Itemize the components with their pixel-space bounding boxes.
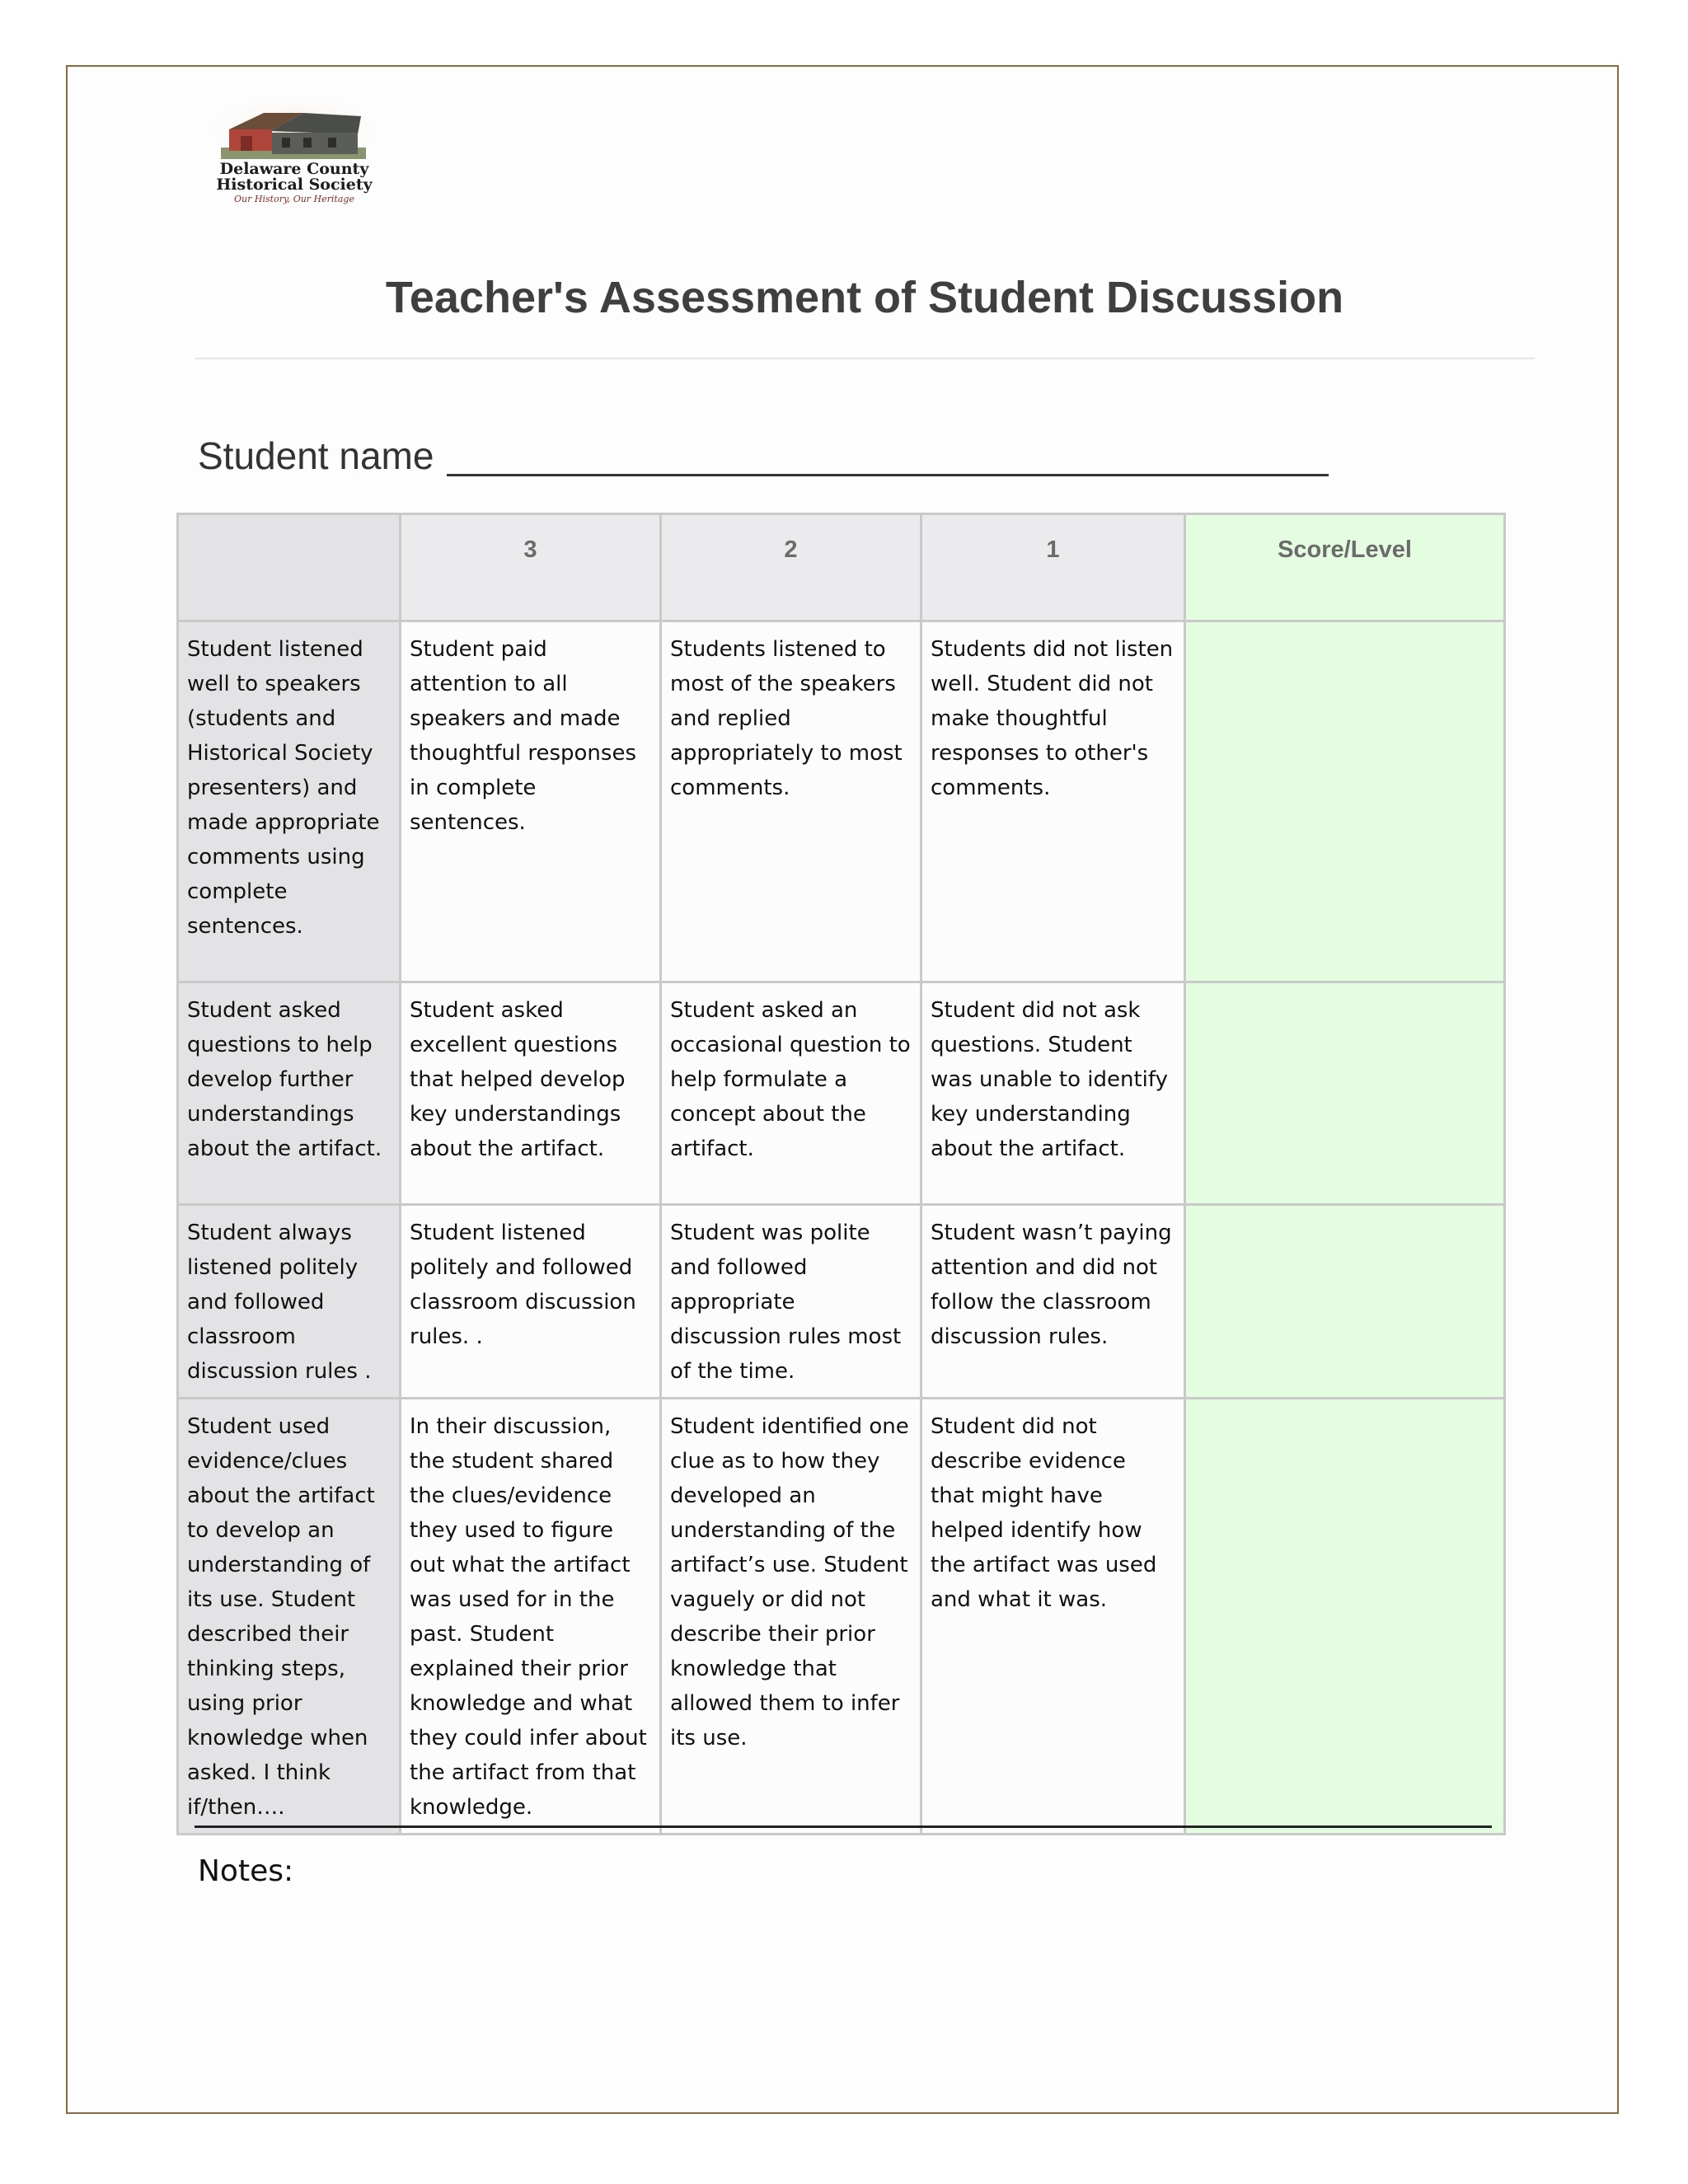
header-level-1: 1 <box>921 514 1185 621</box>
level-2-cell: Student asked an occasional question to help formulate a concept about the artifact. <box>661 982 921 1205</box>
logo-tagline: Our History, Our Heritage <box>234 194 354 204</box>
header-level-2: 2 <box>661 514 921 621</box>
score-cell[interactable] <box>1185 982 1505 1205</box>
score-cell[interactable] <box>1185 1399 1505 1835</box>
header-criterion <box>178 514 401 621</box>
logo-org-line-2: Historical Society <box>216 176 373 194</box>
level-3-cell: Student listened politely and followed classroom discussion rules. . <box>401 1205 661 1399</box>
criterion-cell: Student always listened politely and followed classroom discussion rules . <box>178 1205 401 1399</box>
table-row <box>178 621 1505 982</box>
level-3-cell: Student asked excellent questions that helped develop key understandings about the artifact. <box>401 982 661 1205</box>
header-level-3: 3 <box>401 514 661 621</box>
logo-org-line-1: Delaware County <box>219 160 369 178</box>
criterion-cell: Student used evidence/clues about the artifact to develop an understanding of its use. Student described their thinking steps, using prior knowledge when asked. I think if/then…. <box>178 1399 401 1835</box>
page-title: Teacher's Assessment of Student Discussion <box>385 273 1344 322</box>
level-2-cell: Student identified one clue as to how they developed an understanding of the artifact’s use. Student vaguely or did not describe their prior knowledge that allowed them to infer its use. <box>661 1399 921 1835</box>
table-row <box>178 1205 1505 1399</box>
table-bottom-rule <box>195 1825 1492 1828</box>
level-2-cell: Students listened to most of the speakers and replied appropriately to most comments. <box>661 621 921 982</box>
notes-label: Notes: <box>198 1854 294 1888</box>
header-score-level: Score/Level <box>1185 514 1505 621</box>
rubric-header-row <box>178 514 1505 621</box>
score-cell[interactable] <box>1185 621 1505 982</box>
criterion-cell: Student listened well to speakers (students and Historical Society presenters) and made appropriate comments using complete sentences. <box>178 621 401 982</box>
barn-illustration <box>213 96 374 162</box>
title-divider <box>195 358 1535 359</box>
level-1-cell: Student did not describe evidence that might have helped identify how the artifact was used and what it was. <box>921 1399 1185 1835</box>
rubric-table <box>176 513 1506 1835</box>
level-2-cell: Student was polite and followed appropriate discussion rules most of the time. <box>661 1205 921 1399</box>
table-row <box>178 982 1505 1205</box>
level-1-cell: Student wasn’t paying attention and did not follow the classroom discussion rules. <box>921 1205 1185 1399</box>
level-1-cell: Student did not ask questions. Student was unable to identify key understanding about the artifact. <box>921 982 1185 1205</box>
level-3-cell: In their discussion, the student shared the clues/evidence they used to figure out what the artifact was used for in the past. Student explained their prior knowledge and what they could infer about the artifact from that knowledge. <box>401 1399 661 1835</box>
level-1-cell: Students did not listen well. Student did not make thoughtful responses to other's comments. <box>921 621 1185 982</box>
table-row <box>178 1399 1505 1835</box>
logo-org-name <box>208 162 381 193</box>
criterion-cell: Student asked questions to help develop further understandings about the artifact. <box>178 982 401 1205</box>
student-name-label: Student name <box>198 434 434 477</box>
student-name-field[interactable] <box>447 474 1329 476</box>
historical-society-logo <box>208 96 381 208</box>
score-cell[interactable] <box>1185 1205 1505 1399</box>
level-3-cell: Student paid attention to all speakers and made thoughtful responses in complete sentences. <box>401 621 661 982</box>
